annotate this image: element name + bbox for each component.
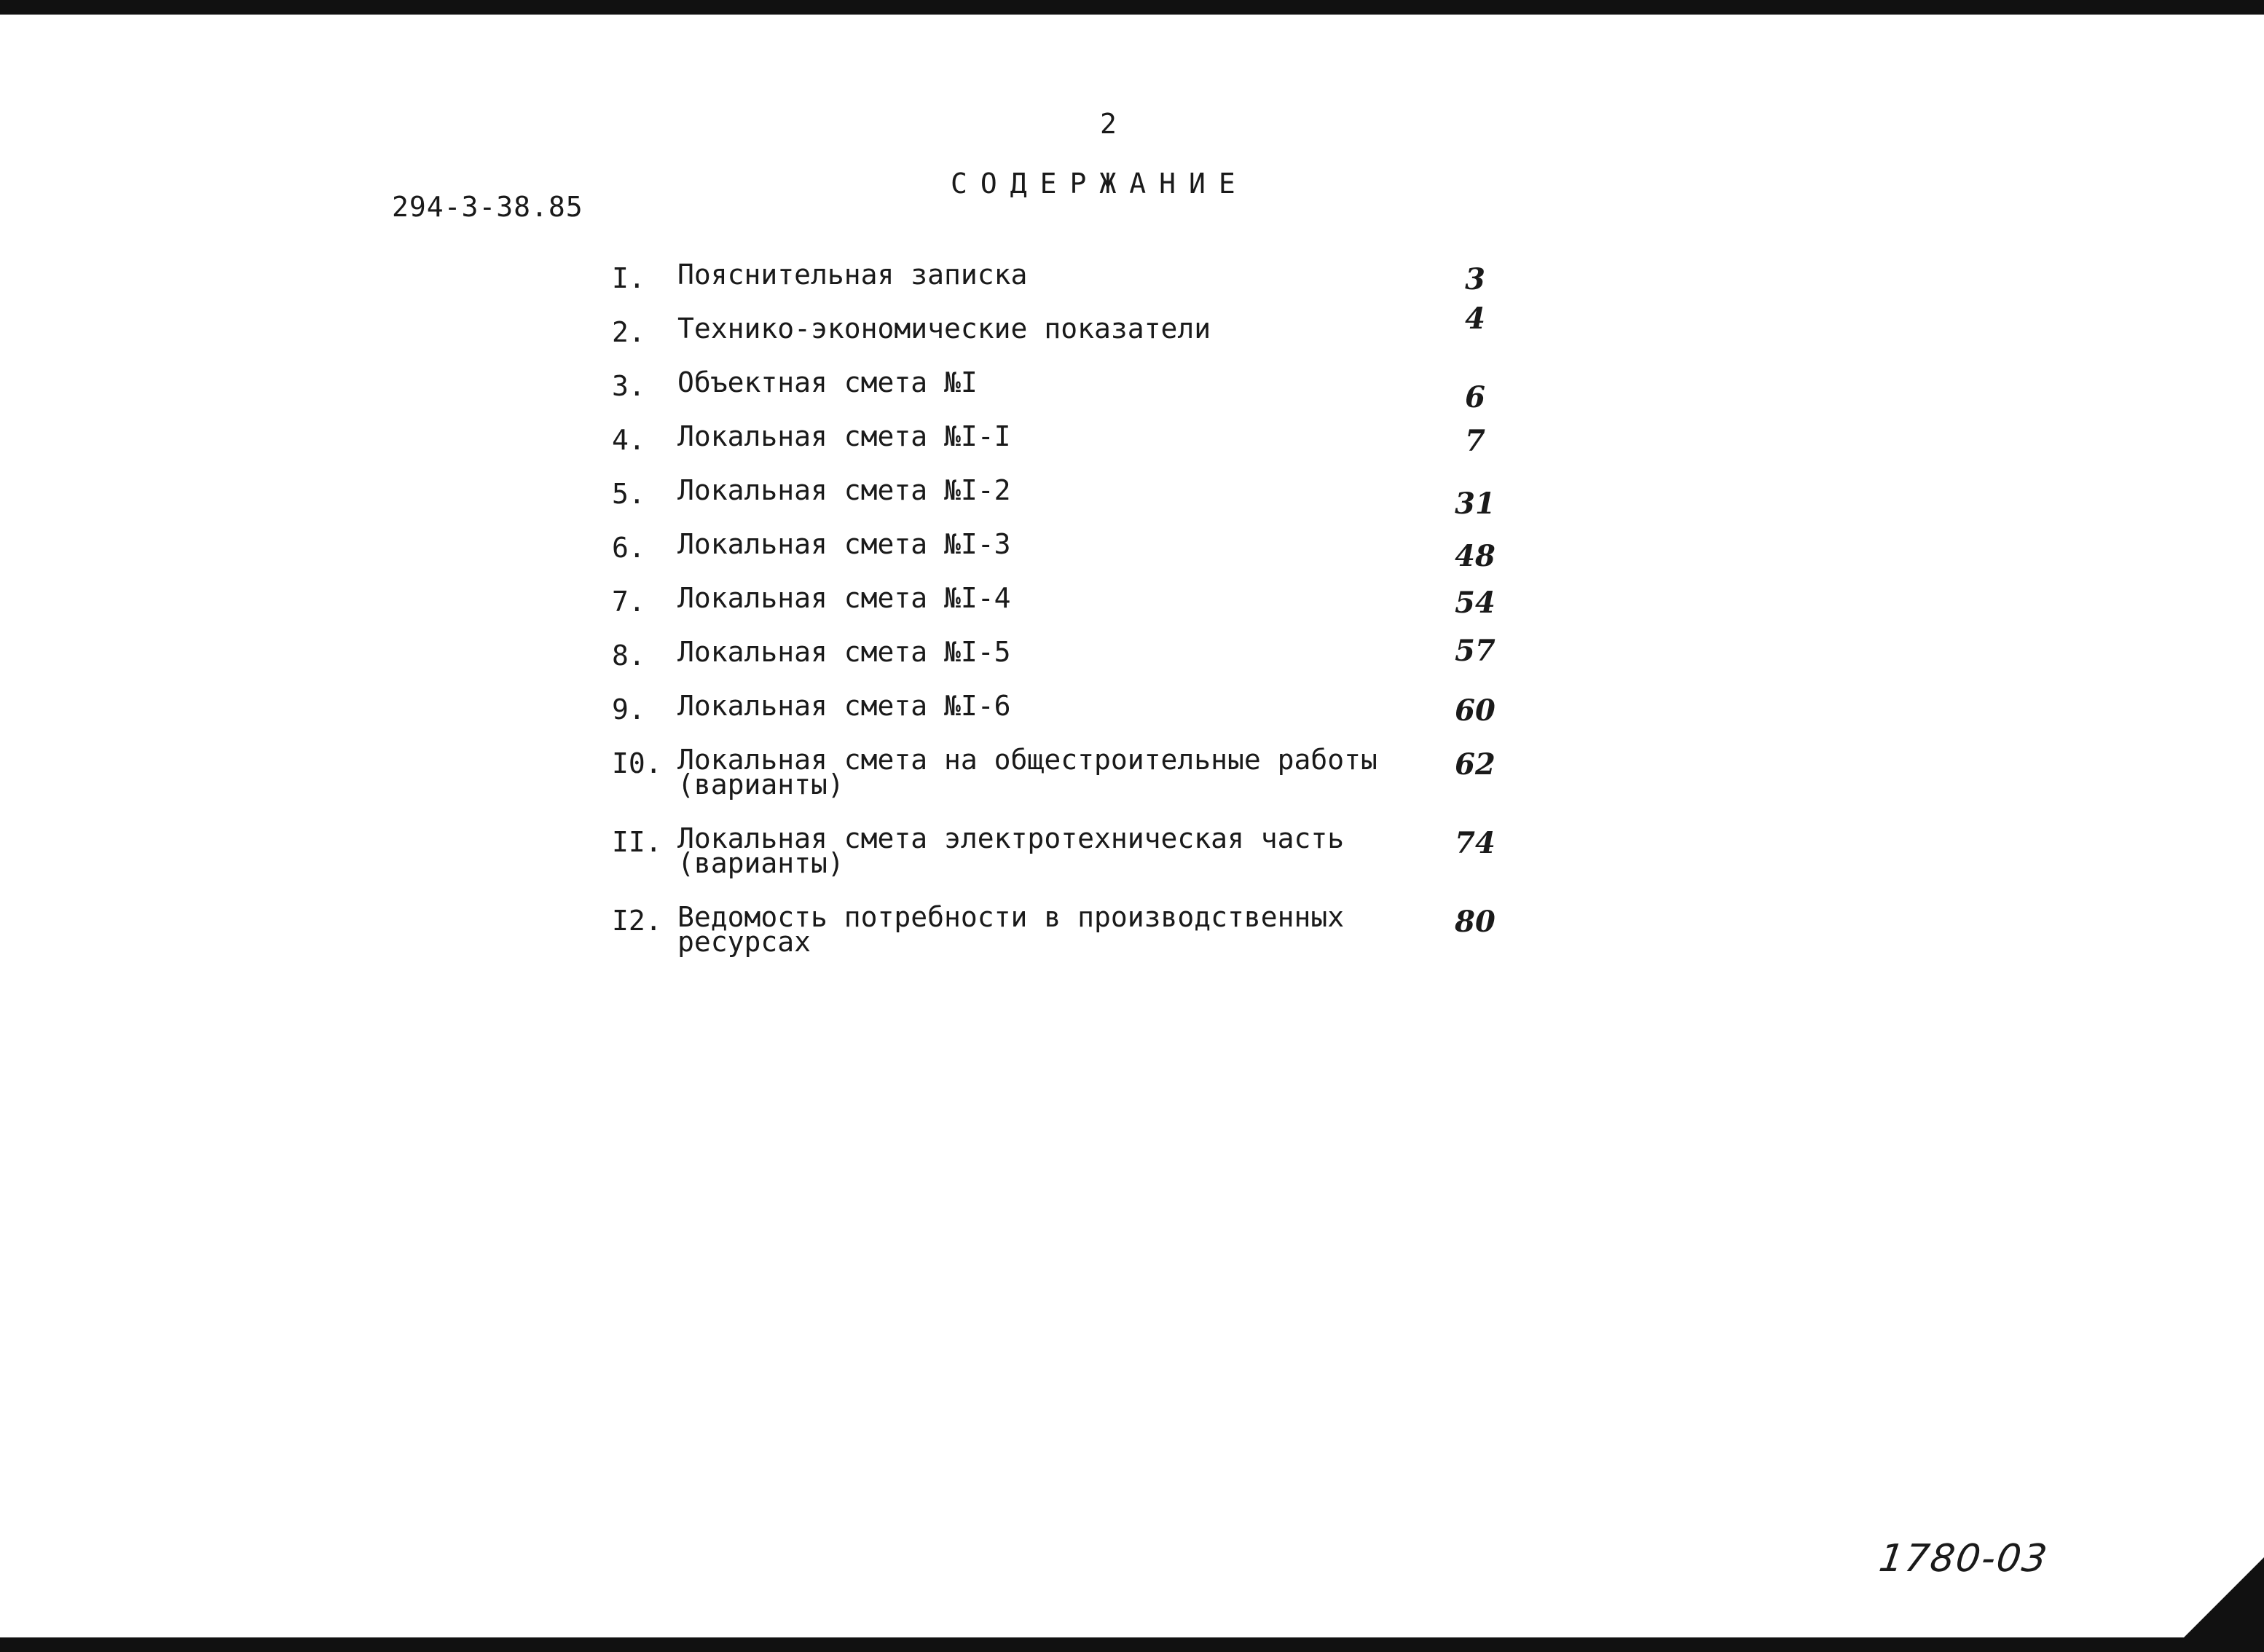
toc-page-number: 57 [1455, 634, 1495, 668]
toc-title: Локальная смета на общестроительные работы (варианты) [677, 744, 1377, 801]
toc-title: Технико-экономические показатели [677, 312, 1211, 345]
toc-number: I2. [612, 905, 662, 937]
toc-title: Локальная смета электротехническая часть (варианты) [677, 822, 1345, 879]
toc-number: I0. [612, 747, 662, 779]
toc-page-number: 74 [1455, 826, 1495, 860]
page-title: СОДЕРЖАНИЕ [951, 168, 1249, 200]
toc-title: Локальная смета №I-3 [677, 528, 1011, 560]
toc-page-number: 62 [1455, 747, 1495, 782]
toc-page-number: 54 [1455, 586, 1495, 620]
toc-number: 9. [612, 693, 645, 725]
toc-title: Локальная смета №I-5 [677, 636, 1011, 668]
toc-page-number: 31 [1455, 487, 1495, 521]
toc-number: II. [612, 826, 662, 858]
toc-page-number: 80 [1455, 905, 1495, 939]
toc-page-number: 7 [1465, 424, 1485, 458]
toc-title: Локальная смета №I-I [677, 420, 1011, 452]
toc-page-number: 4 [1465, 302, 1485, 336]
toc-number: 4. [612, 424, 645, 456]
toc-number: 3. [612, 370, 645, 402]
toc-page-number: 6 [1465, 380, 1485, 414]
toc-title: Локальная смета №I-2 [677, 474, 1011, 506]
toc-number: 8. [612, 640, 645, 672]
toc-page-number: 60 [1455, 693, 1495, 728]
document-code: 294-3-38.85 [392, 191, 583, 223]
toc-number: I. [612, 262, 645, 294]
toc-number: 6. [612, 532, 645, 564]
toc-title: Ведомость потребности в производственных ресурсах [677, 901, 1345, 958]
toc-title: Пояснительная записка [677, 259, 1028, 291]
toc-page-number: 48 [1455, 539, 1495, 573]
toc-title: Локальная смета №I-6 [677, 690, 1011, 722]
toc-number: 2. [612, 316, 645, 348]
toc-title: Объектная смета №I [677, 366, 978, 398]
archive-number: 1780-03 [1876, 1537, 2051, 1581]
toc-number: 7. [612, 586, 645, 618]
toc-title: Локальная смета №I-4 [677, 582, 1011, 614]
page-number: 2 [1100, 108, 1117, 140]
toc-page-number: 3 [1465, 262, 1485, 296]
toc-number: 5. [612, 478, 645, 510]
